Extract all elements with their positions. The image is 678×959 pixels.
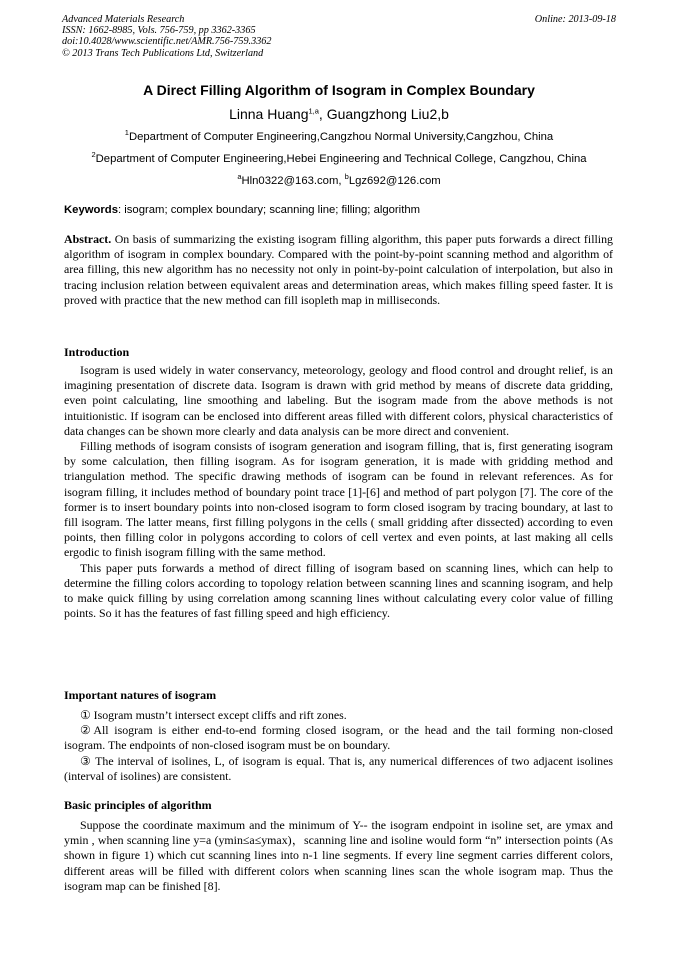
online-date: Online: 2013-09-18 xyxy=(534,14,616,25)
author-line xyxy=(0,104,678,124)
principles-paragraph-1: Suppose the coordinate maximum and the minimum of Y-- the isogram endpoint in isoline set, are ymax and ymin , when scanning line y=a (ymin≤a≤ymax)，scanning line and isoline would form “n” intersection points (As shown in figure 1) which cut scanning lines into n-1 line segments. If every line segment carries different colors, different areas will be filled with different colors when scanning lines scan the whole isogram map. Thus the isogram map can be finished [8]. xyxy=(64,818,613,893)
issn-line: ISSN: 1662-8985, Vols. 756-759, pp 3362-3365 xyxy=(62,25,256,37)
nature-item-3: ③ The interval of isolines, L, of isogram is equal. That is, any numerical differences of two adjacent isolines (interval of isolines) are consistent. xyxy=(64,753,613,783)
affiliation-1-sup: 1 xyxy=(124,128,129,138)
copyright-line: © 2013 Trans Tech Publications Ltd, Switzerland xyxy=(62,47,264,59)
introduction-paragraph-3: This paper puts forwards a method of direct filling of isogram based on scanning lines, which can help to determine the filling colors according to topology relation between scanning lines and scanning isogram, and help to make quick filling by using correlation among scanning lines without calculating every color value of filling points. So it has the features of fast filling speed and high efficiency. xyxy=(64,560,613,621)
author-1-sup: 1,a xyxy=(308,106,319,116)
email-a-sup: a xyxy=(237,172,242,182)
journal-name: Advanced Materials Research xyxy=(62,14,185,25)
abstract-label: Abstract. xyxy=(64,232,112,246)
nature-item-1: ① Isogram mustn’t intersect except cliffs and rift zones. xyxy=(80,708,347,722)
introduction-heading: Introduction xyxy=(64,345,130,359)
introduction-paragraph-1: Isogram is used widely in water conservancy, meteorology, geology and flood control and drought relief, is an imagining presentation of discrete data. Isogram is drawn with grid method by means of discrete data gridding, even point calculating, line smoothing and labeling. But the isogram made from the above methods is not intuitionistic. If isogram can be enclosed into different areas filled with different colors, physical characteristics of data changes can be shown more clearly and data analysis can be more direct and convenient. xyxy=(64,363,613,438)
email-b: Lgz692@126.com xyxy=(348,175,441,187)
nature-item-2: ②All isogram is either end-to-end forming closed isogram, or the head and the tail forming non-closed isogram. The endpoints of non-closed isogram must be on boundary. xyxy=(64,723,613,753)
affiliation-2 xyxy=(0,152,678,166)
keywords-text: : isogram; complex boundary; scanning line; filling; algorithm xyxy=(118,204,421,216)
email-a: Hln0322@163.com, xyxy=(241,175,345,187)
affiliation-1-text: Department of Computer Engineering,Cangzhou Normal University,Cangzhou, China xyxy=(128,131,554,143)
natures-body xyxy=(64,708,613,784)
affiliation-2-sup: 2 xyxy=(91,150,96,160)
affiliation-1 xyxy=(0,130,678,144)
introduction-paragraph-2: Filling methods of isogram consists of isogram generation and isogram filling, that is, first generating isogram by some calculation, then filling isogram. As for isogram generation, it is made with gridding method and triangulation method. The specific drawing methods of isogram can be found in relevant references. As for isogram filling, it includes method of boundary point trace [1]-[6] and method of part polygon [7]. The core of the former is to insert boundary points into non-closed isogram to form closed isogram by tracing boundary, at last to fill isogram. The latter means, first filling polygons in the cells ( small gridding after dissected) according to even points, then filling color in polygons according to colors of cell vertex and even points, at last making all cells ergodic to finish isogram filling with the same method. xyxy=(64,439,613,560)
natures-heading: Important natures of isogram xyxy=(64,688,217,702)
doi-line: doi:10.4028/www.scientific.net/AMR.756-759.3362 xyxy=(62,36,272,48)
email-line xyxy=(0,174,678,188)
journal-header xyxy=(62,14,271,59)
introduction-body xyxy=(64,363,613,621)
affiliation-2-text: Department of Computer Engineering,Hebei Engineering and Technical College, Cangzhou, China xyxy=(95,153,587,165)
paper-title: A Direct Filling Algorithm of Isogram in Complex Boundary xyxy=(143,82,535,98)
abstract xyxy=(64,232,613,308)
keywords-label: Keywords xyxy=(64,204,118,216)
email-b-sup: b xyxy=(344,172,349,182)
author-2: , Guangzhong Liu2,b xyxy=(318,106,449,122)
keywords xyxy=(64,203,420,217)
abstract-text: On basis of summarizing the existing isogram filling algorithm, this paper puts forwards a direct filling algorithm of isogram in complex boundary. Compared with the point-by-point scanning method and algorithm of area filling, this new algorithm has no necessity not only in point-by-point calculation of interpolation, but also in tracing inclusion relation between equivalent areas and determination areas, which makes filling speed faster. It is proved with practice that the new method can fill isopleth map in milliseconds. xyxy=(64,232,613,307)
principles-heading: Basic principles of algorithm xyxy=(64,798,212,812)
principles-body xyxy=(64,818,613,894)
author-1: Linna Huang xyxy=(229,106,309,122)
